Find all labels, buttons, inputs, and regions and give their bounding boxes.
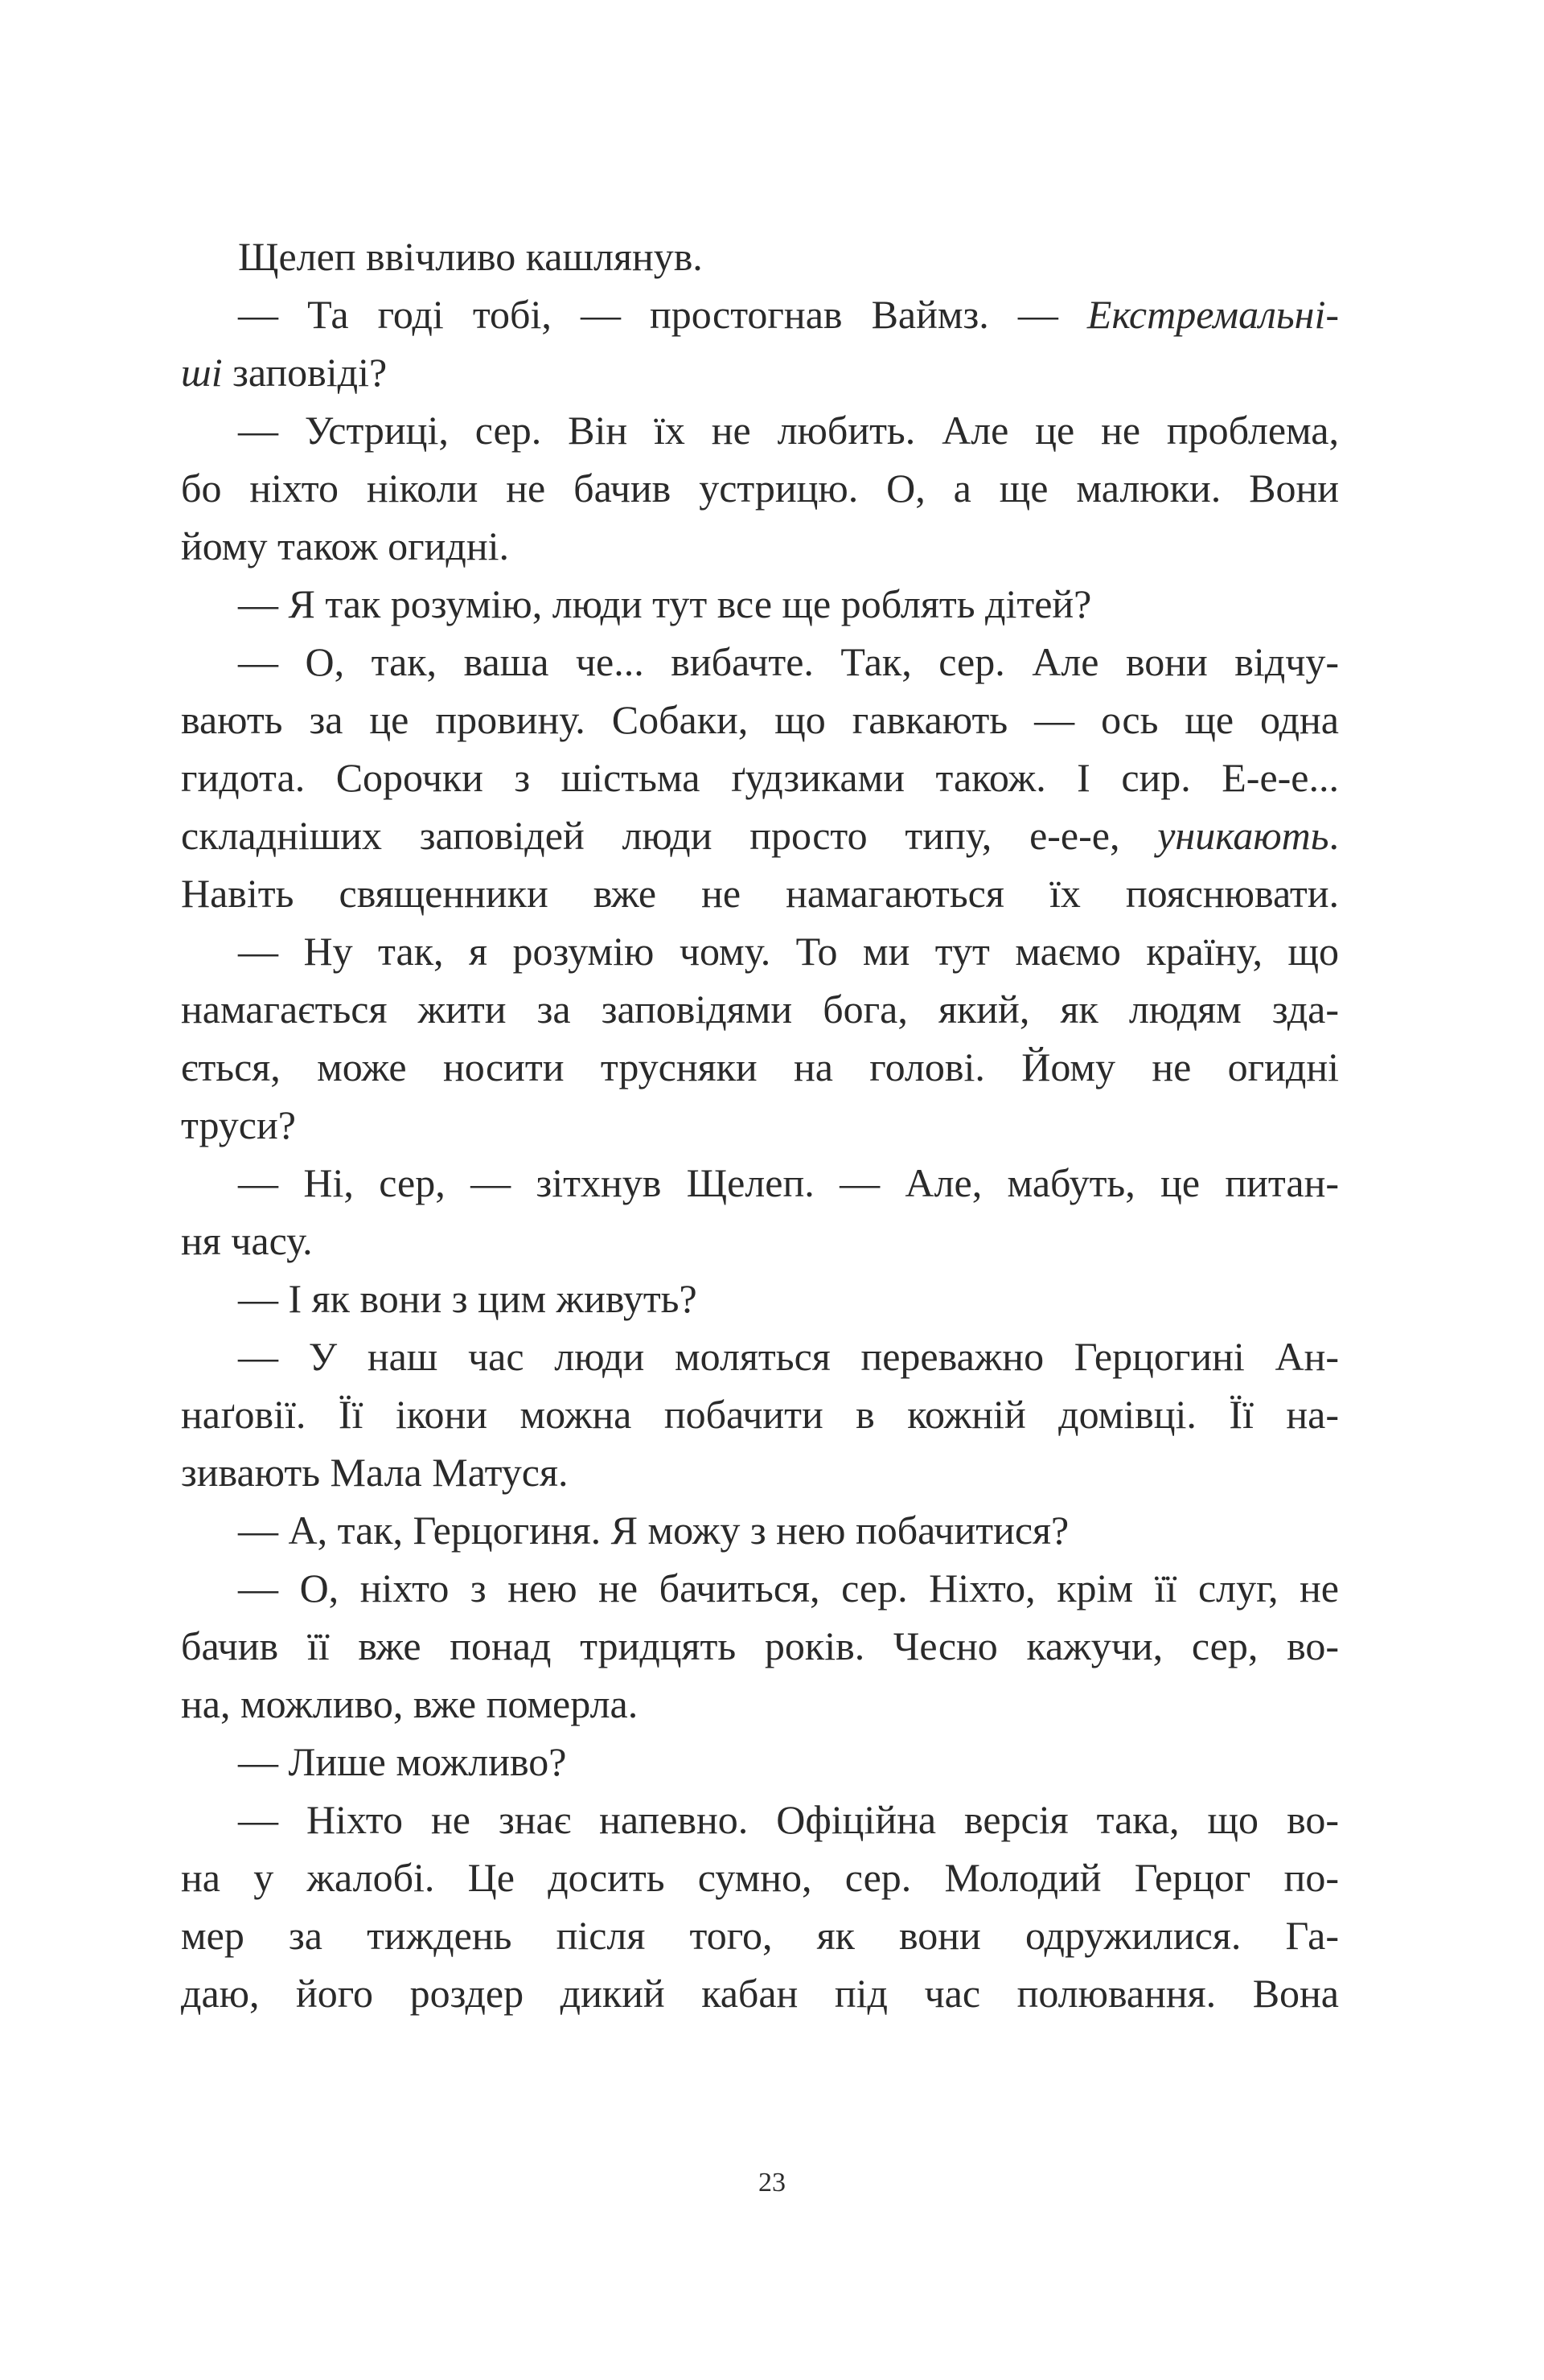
text-segment: на, можливо, вже померла. — [181, 1681, 639, 1726]
text-segment: заповіді? — [222, 350, 388, 395]
text-line — [181, 1443, 1339, 1501]
text-line — [181, 1964, 1339, 2022]
text-segment: Навіть священники вже не намагаються їх пояснювати. — [181, 871, 1339, 916]
text-segment: ня часу. — [181, 1218, 313, 1263]
text-line — [181, 1096, 1339, 1154]
text-segment: — Ні, сер, — зітхнув Щелеп. — Але, мабуть, це питан- — [238, 1160, 1339, 1205]
text-segment: намагається жити за заповідями бога, який, як людям зда- — [181, 987, 1339, 1032]
text-segment: — Та годі тобі, — простогнав Ваймз. — — [238, 292, 1087, 337]
text-segment: — Я так розумію, люди тут все ще роблять дітей? — [238, 581, 1092, 626]
text-line — [181, 691, 1339, 749]
text-line — [181, 922, 1339, 980]
text-line — [181, 343, 1339, 401]
text-line — [181, 1385, 1339, 1443]
text-line — [181, 749, 1339, 806]
text-line — [181, 1212, 1339, 1270]
italic-text: Екстремальні- — [1086, 292, 1339, 337]
text-line — [181, 1038, 1339, 1096]
text-segment: на у жалобі. Це досить сумно, сер. Молодий Герцог по- — [181, 1855, 1339, 1900]
text-segment: — Ніхто не знає напевно. Офіційна версія така, що во- — [238, 1797, 1339, 1842]
text-segment: — А, так, Герцогиня. Я можу з нею побачитися? — [238, 1508, 1070, 1553]
text-line — [181, 806, 1339, 864]
text-segment: складніших заповідей люди просто типу, е-е-е, — [181, 813, 1158, 858]
text-line — [181, 1559, 1339, 1617]
text-segment: гидота. Сорочки з шістьма ґудзиками також. І сир. Е-е-е... — [181, 755, 1339, 800]
text-segment: — О, ніхто з нею не бачиться, сер. Ніхто, крім її слуг, не — [238, 1565, 1339, 1611]
text-segment: бачив її вже понад тридцять років. Чесно кажучи, сер, во- — [181, 1623, 1339, 1668]
text-line — [181, 1906, 1339, 1964]
text-segment: зивають Мала Матуся. — [181, 1450, 569, 1495]
text-line — [181, 1327, 1339, 1385]
text-line — [181, 1501, 1339, 1559]
text-line — [181, 864, 1339, 922]
body-text — [181, 228, 1339, 2022]
text-line — [181, 1791, 1339, 1849]
text-line — [181, 228, 1339, 285]
text-segment: мер за тиждень після того, як вони одружилися. Га- — [181, 1913, 1339, 1958]
text-segment: — Устриці, сер. Він їх не любить. Але це не проблема, — [238, 408, 1339, 453]
text-line — [181, 1154, 1339, 1212]
text-line — [181, 517, 1339, 575]
text-line — [181, 1270, 1339, 1327]
text-segment: — О, так, ваша че... вибачте. Так, сер. Але вони відчу- — [238, 639, 1339, 684]
text-line — [181, 285, 1339, 343]
italic-text: уникають — [1157, 813, 1329, 858]
text-segment: даю, його роздер дикий кабан під час полювання. Вона — [181, 1971, 1339, 2016]
text-line — [181, 980, 1339, 1038]
italic-text: ші — [181, 350, 223, 395]
text-segment: — У наш час люди моляться переважно Герцогині Ан- — [238, 1334, 1339, 1379]
text-line — [181, 401, 1339, 459]
text-segment: — Лише можливо? — [238, 1739, 567, 1784]
text-line — [181, 459, 1339, 517]
text-segment: вають за це провину. Собаки, що гавкають — ось ще одна — [181, 697, 1339, 742]
text-segment: труси? — [181, 1102, 296, 1147]
text-segment: йому також огидні. — [181, 523, 510, 568]
text-line — [181, 1733, 1339, 1791]
text-segment: Щелеп ввічливо кашлянув. — [238, 234, 703, 279]
text-segment: — І як вони з цим живуть? — [238, 1276, 697, 1321]
page-number: 23 — [758, 2168, 786, 2197]
text-segment: — Ну так, я розумію чому. То ми тут маємо країну, що — [238, 929, 1339, 974]
text-segment: бо ніхто ніколи не бачив устрицю. О, а ще малюки. Вони — [181, 466, 1339, 511]
text-segment: . — [1328, 813, 1339, 858]
text-segment: ється, може носити трусняки на голові. Йому не огидні — [181, 1044, 1339, 1089]
text-line — [181, 633, 1339, 691]
text-line — [181, 1617, 1339, 1675]
text-line — [181, 1675, 1339, 1733]
text-line — [181, 1849, 1339, 1906]
text-segment: наґовії. Її ікони можна побачити в кожній домівці. Її на- — [181, 1392, 1339, 1437]
text-line — [181, 575, 1339, 633]
